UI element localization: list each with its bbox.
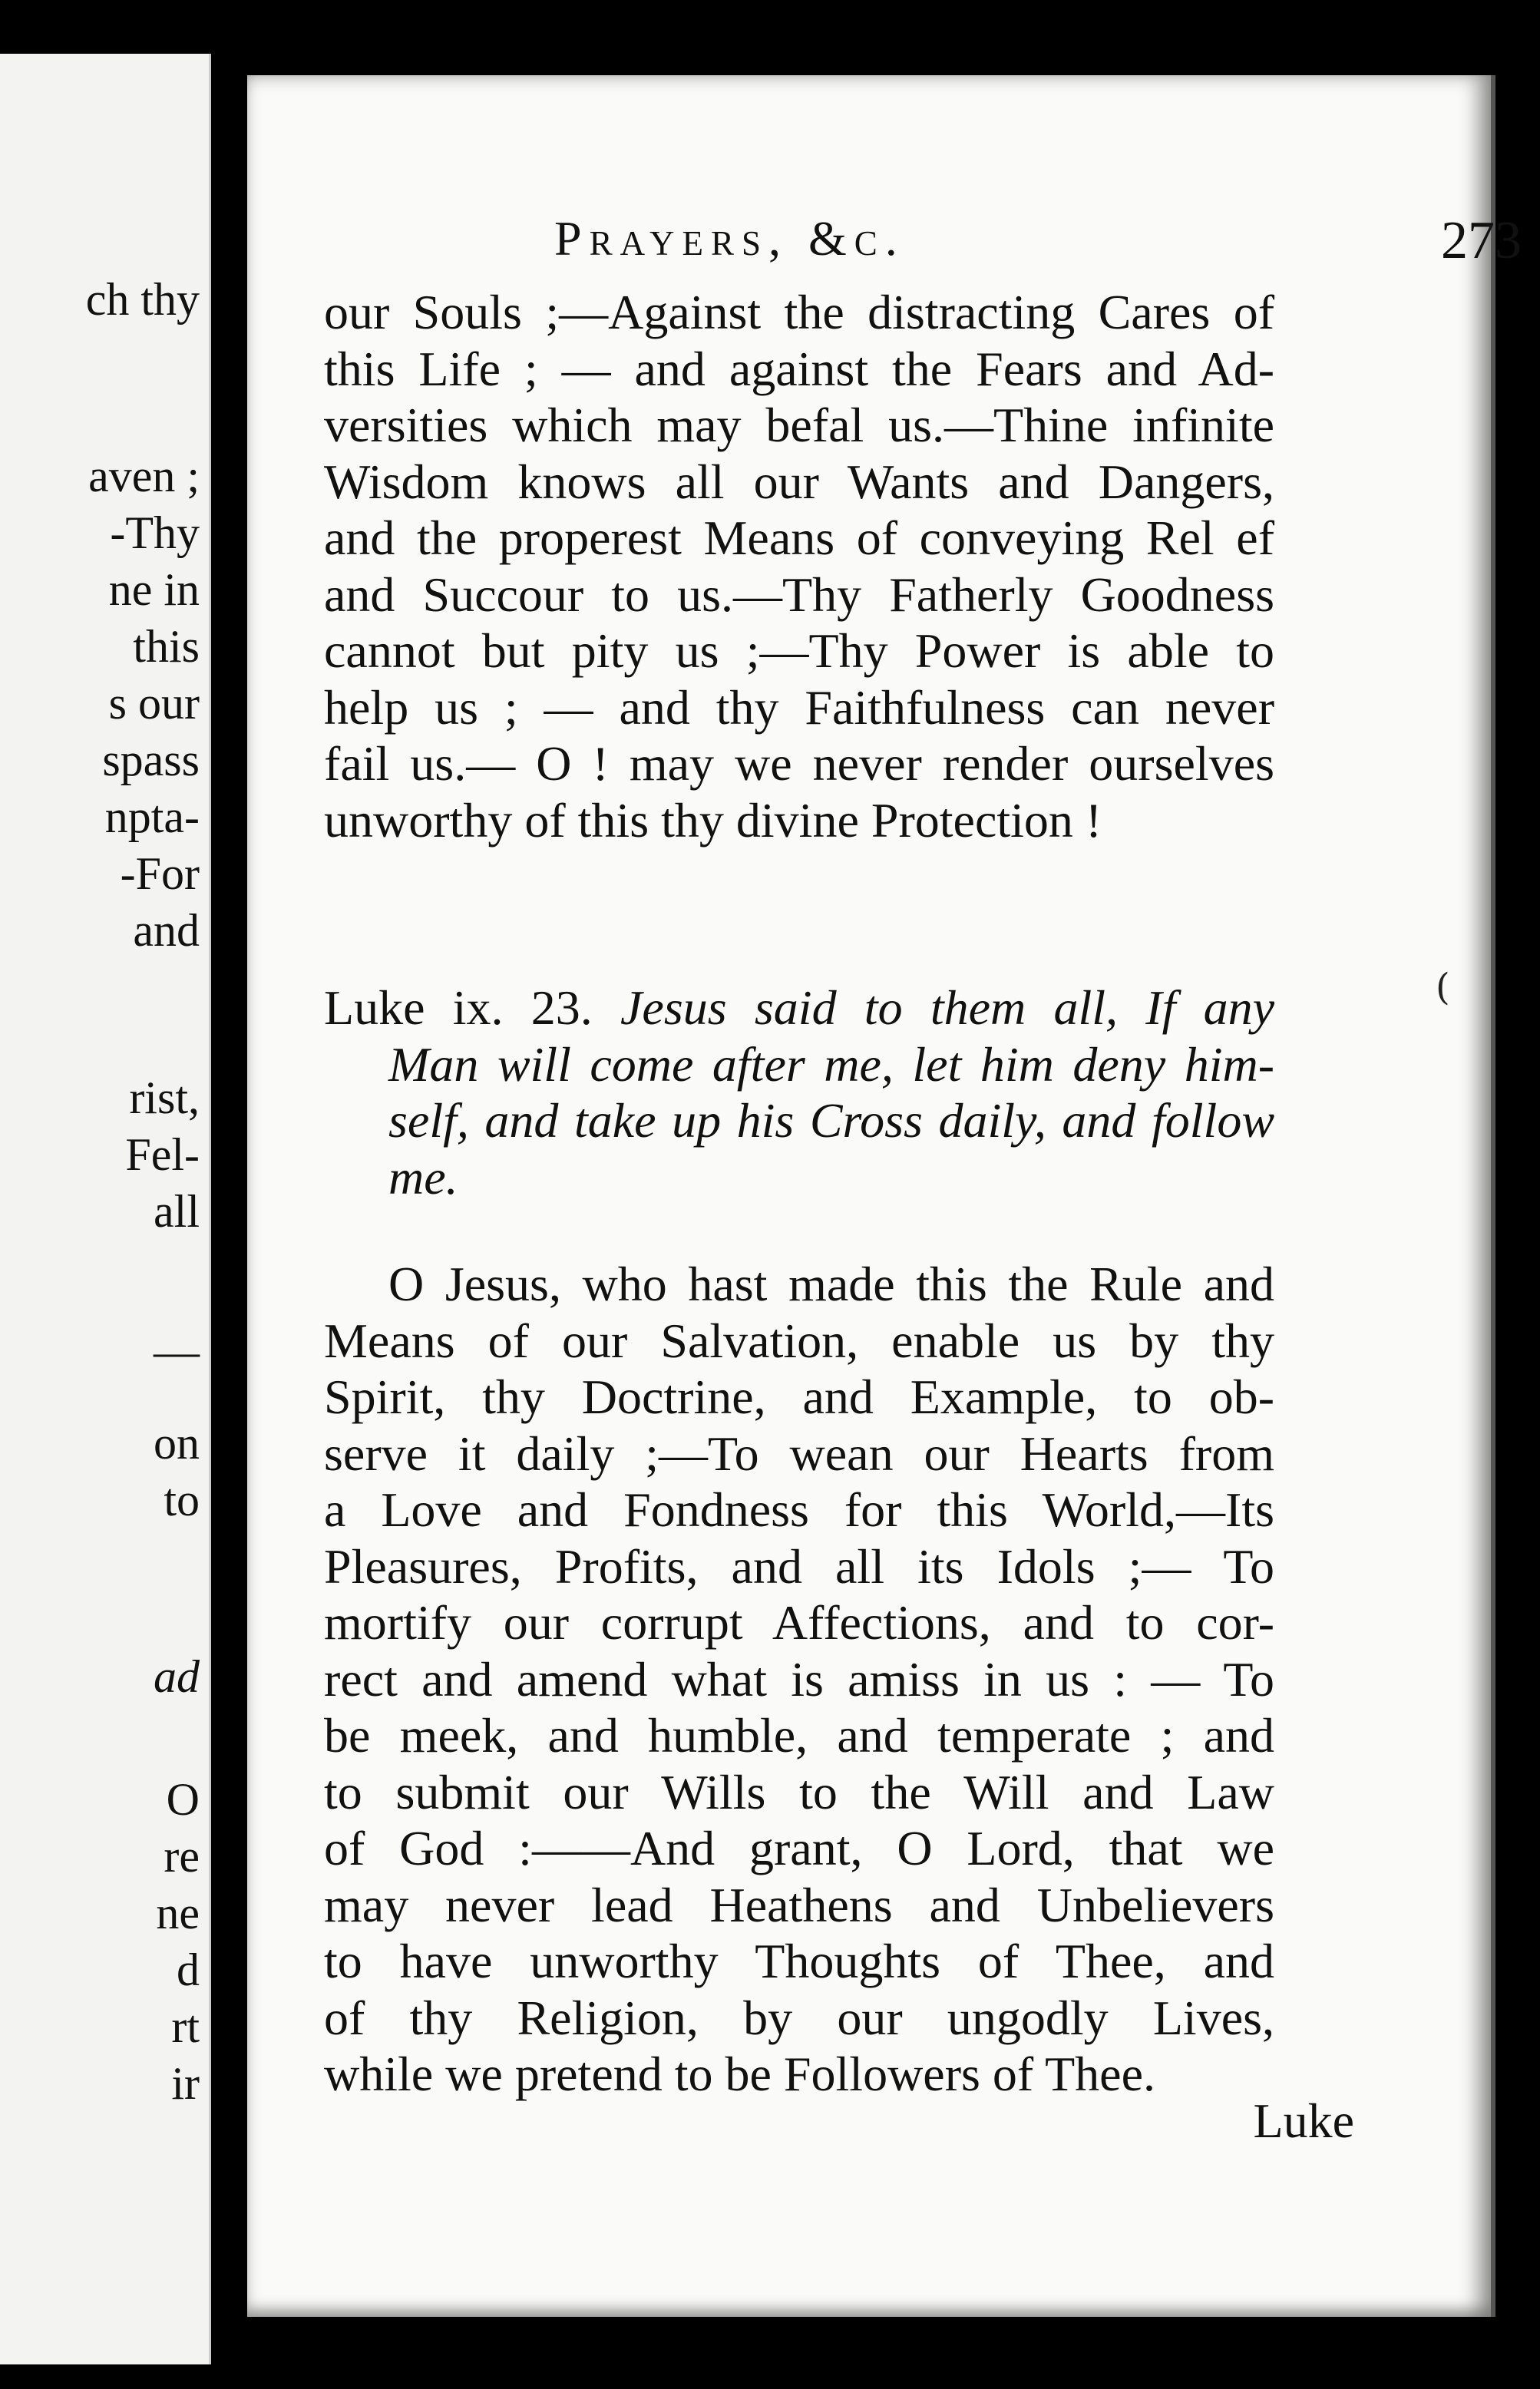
text-line: our Souls ;—Against the distracting Cares of — [324, 285, 1274, 339]
left-page-line: ne — [156, 1888, 200, 1938]
text-line: and Succour to us.—Thy Fatherly Goodness — [324, 567, 1274, 622]
left-page-line: all — [154, 1186, 200, 1237]
scripture-line: Jesus said to them all, If any — [620, 980, 1275, 1035]
page-number: 273 — [1441, 211, 1522, 270]
text-line: a Love and Fondness for this World,—Its — [324, 1482, 1274, 1537]
running-title: Prayers, &c. — [554, 211, 905, 266]
text-line: be meek, and humble, and temperate ; and — [324, 1708, 1274, 1763]
text-line: may never lead Heathens and Unbelievers — [324, 1877, 1274, 1932]
text-line: cannot but pity us ;—Thy Power is able to — [324, 623, 1274, 678]
text-line: Spirit, thy Doctrine, and Example, to ob- — [324, 1370, 1274, 1424]
left-page-line: npta- — [104, 791, 200, 842]
catchword: Luke — [1253, 2093, 1354, 2148]
scripture-line: self, and take up his Cross daily, and follow — [388, 1093, 1274, 1148]
left-page-line: aven ; — [88, 451, 200, 501]
text-line: unworthy of this thy divine Protection ! — [324, 792, 1102, 848]
prayer-paragraph — [324, 284, 1274, 848]
text-line: Means of our Salvation, enable us by thy — [324, 1313, 1274, 1368]
left-page-line: O — [166, 1774, 200, 1825]
left-page-line: ir — [171, 2058, 200, 2109]
left-page-line: ad — [154, 1651, 200, 1702]
text-line: fail us.— O ! may we never render ourselves — [324, 736, 1274, 791]
left-page-line: -Thy — [110, 507, 200, 558]
scripture-first-line — [324, 980, 1274, 1036]
prayer-paragraph — [324, 1256, 1274, 2103]
left-page-line: rist, — [129, 1072, 200, 1123]
text-line: mortify our corrupt Affections, and to cor- — [324, 1595, 1274, 1650]
text-line: to submit our Wills to the Will and Law — [324, 1764, 1274, 1819]
text-line: rect and amend what is amiss in us : — To — [324, 1651, 1274, 1707]
left-page-line: rt — [171, 2001, 200, 2052]
text-line: O Jesus, who hast made this the Rule and — [388, 1257, 1274, 1311]
text-line: this Life ; — and against the Fears and Ad- — [324, 341, 1274, 396]
left-page-line: to — [164, 1475, 200, 1525]
text-line: while we pretend to be Followers of Thee. — [324, 2047, 1155, 2101]
left-page-line: Fel- — [125, 1129, 200, 1180]
ink-mark: ( — [1436, 966, 1450, 1009]
left-page-line: this — [133, 621, 200, 672]
left-page-line: -For — [120, 848, 200, 899]
text-line: and the properest Means of conveying Rel ef — [324, 511, 1274, 565]
scripture-line: Man will come after me, let him deny him- — [388, 1036, 1274, 1092]
scripture-line: me. — [388, 1149, 458, 1204]
left-page-line: ch thy — [85, 274, 200, 325]
text-line: of God :——And grant, O Lord, that we — [324, 1821, 1274, 1875]
text-line: of thy Religion, by our ungodly Lives, — [324, 1990, 1274, 2045]
running-head — [554, 210, 1522, 270]
left-page-line: ne in — [108, 564, 200, 615]
text-line: serve it daily ;—To wean our Hearts from — [324, 1426, 1274, 1481]
scripture-reference: Luke ix. 23. — [324, 980, 593, 1035]
left-page-line: s our — [108, 678, 200, 729]
text-line: Wisdom knows all our Wants and Dangers, — [324, 454, 1274, 509]
left-facing-page — [0, 54, 211, 2364]
left-page-line: on — [154, 1418, 200, 1469]
text-line: Pleasures, Profits, and all its Idols ;— To — [324, 1538, 1274, 1594]
left-page-line: d — [177, 1945, 200, 1995]
text-line: versities which may befal us.—Thine infinite — [324, 398, 1274, 452]
left-page-line: re — [164, 1831, 200, 1882]
text-line: help us ; — and thy Faithfulness can never — [324, 679, 1274, 735]
left-page-line: — — [154, 1326, 200, 1376]
text-line: to have unworthy Thoughts of Thee, and — [324, 1934, 1274, 1988]
left-page-line: spass — [102, 735, 200, 785]
left-page-line: and — [133, 905, 200, 956]
book-page — [247, 75, 1522, 2317]
scripture-quotation — [324, 980, 1274, 1205]
